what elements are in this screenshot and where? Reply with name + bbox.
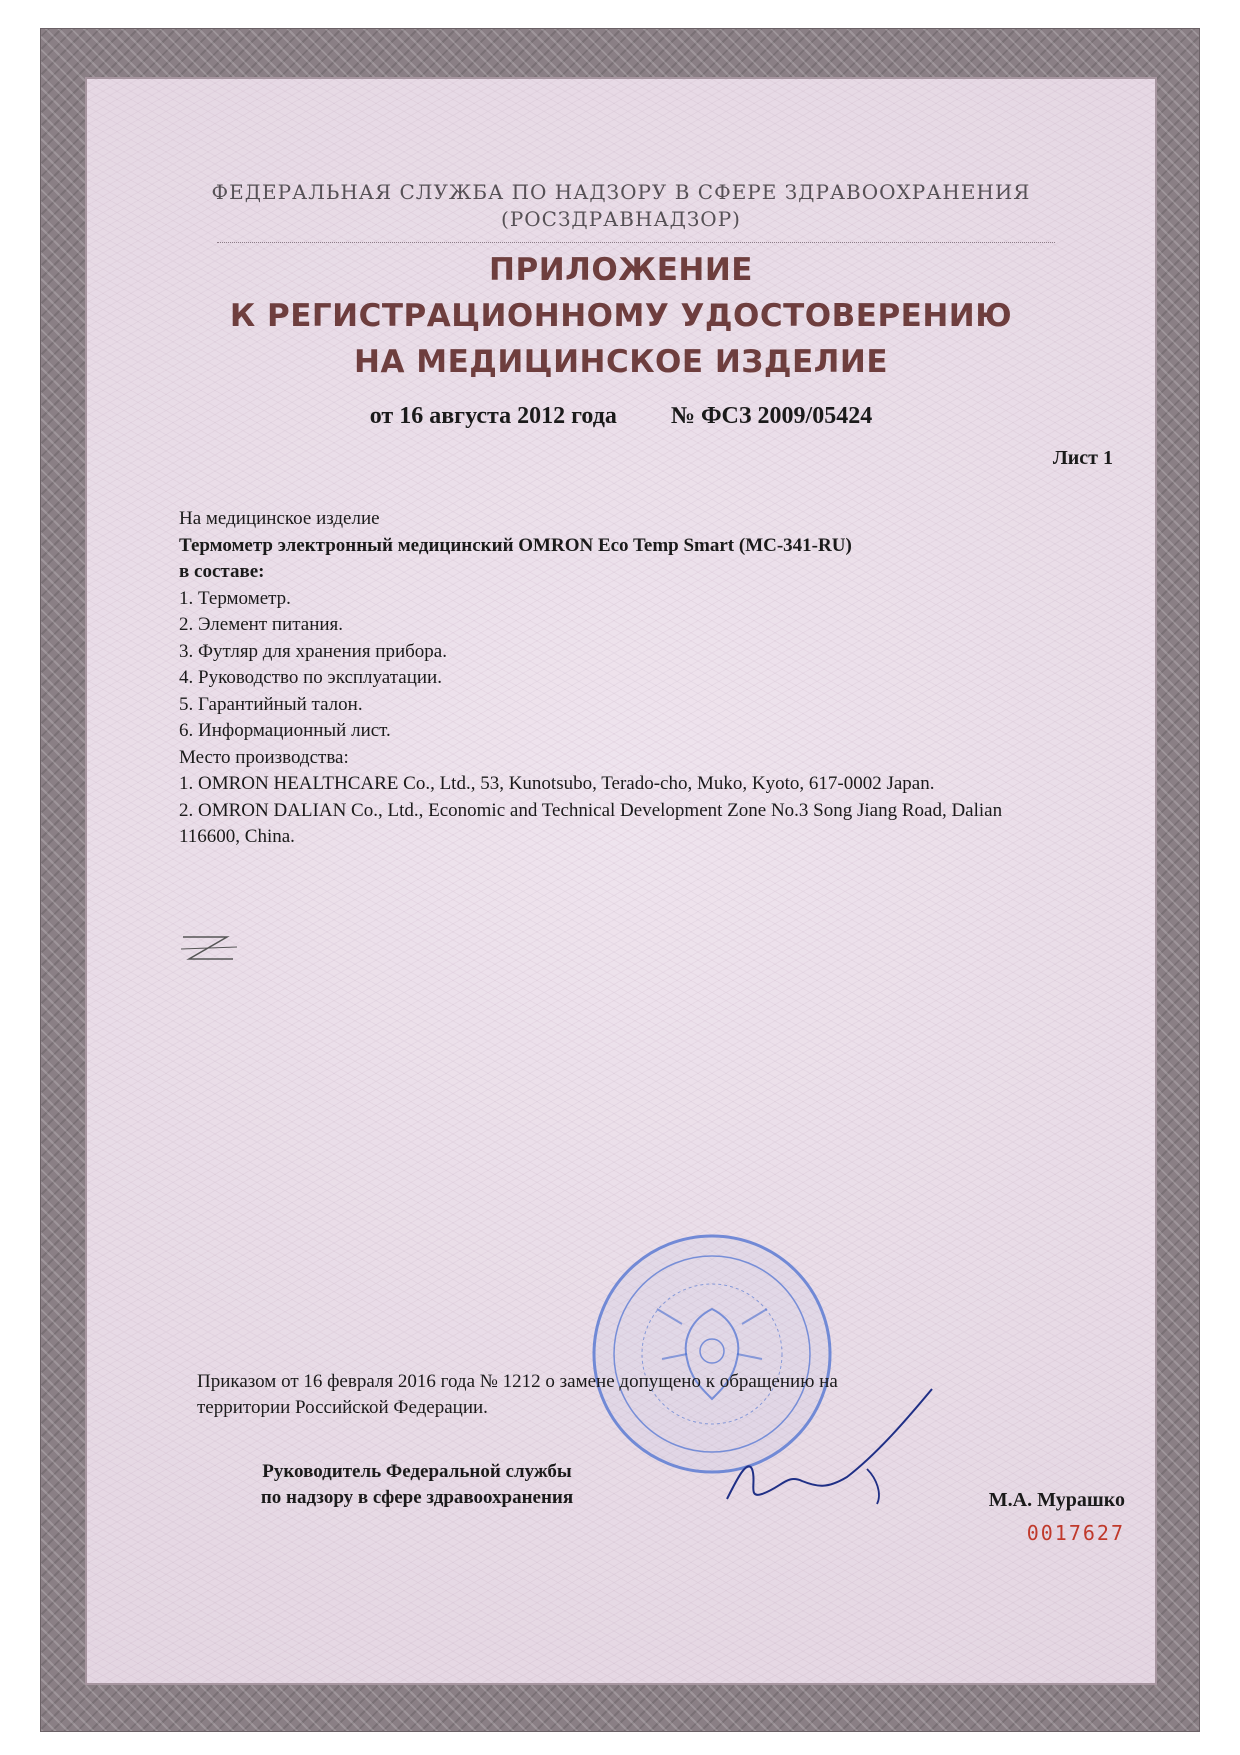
intro-text: На медицинское изделие [179,508,380,529]
list-item: 5. Гарантийный талон. [179,693,363,715]
list-item: 6. Информационный лист. [179,720,391,741]
end-of-list-mark [179,929,243,969]
document-title [87,247,1155,385]
order-line-2: территории Российской Федерации. [197,1397,488,1418]
signer-position-line-1: Руководитель Федеральной службы [262,1461,572,1482]
registration-number: № ФСЗ 2009/05424 [670,403,873,429]
header-divider [217,242,1055,243]
title-line-2: К РЕГИСТРАЦИОННОМУ УДОСТОВЕРЕНИЮ [229,298,1013,334]
registration-date: от 16 августа 2012 года [369,403,617,429]
composition-label: в составе: [179,561,265,582]
agency-abbreviation: (РОСЗДРАВНАДЗОР) [501,207,741,231]
manufacture-place: 1. OMRON HEALTHCARE Co., Ltd., 53, Kunotsubo, Terado-cho, Muko, Kyoto, 617-0002 Japan. [179,773,935,794]
serial-number: 0017627 [1026,1521,1125,1545]
handwritten-signature-icon [707,1369,947,1519]
certificate-border [40,28,1200,1732]
title-line-3: НА МЕДИЦИНСКОЕ ИЗДЕЛИЕ [354,344,888,380]
sheet-number: Лист 1 [1052,447,1113,469]
list-item: 1. Термометр. [179,587,291,609]
certificate-sheet [85,77,1157,1685]
signer-name: М.А. Мурашко [988,1489,1125,1511]
title-line-1: ПРИЛОЖЕНИЕ [489,252,753,288]
agency-header [87,179,1155,233]
order-line-1: Приказом от 16 февраля 2016 года № 1212 о замене допущено к обращению на [197,1371,838,1392]
manufacture-label: Место производства: [179,746,349,768]
list-item: 3. Футляр для хранения прибора. [179,640,447,662]
signer-position [207,1459,627,1511]
signer-position-line-2: по надзору в сфере здравоохранения [260,1487,574,1508]
manufacture-place: 2. OMRON DALIAN Co., Ltd., Economic and Technical Development Zone No.3 Song Jiang Road, Dalian 116600, China. [179,799,1003,847]
registration-line [87,403,1155,430]
agency-name: ФЕДЕРАЛЬНАЯ СЛУЖБА ПО НАДЗОРУ В СФЕРЕ ЗДРАВООХРАНЕНИЯ [211,180,1031,204]
product-name: Термометр электронный медицинский OMRON Eco Temp Smart (MC-341-RU) [179,534,852,556]
list-item: 2. Элемент питания. [179,614,344,635]
list-item: 4. Руководство по эксплуатации. [179,667,442,688]
document-body [179,506,1059,851]
